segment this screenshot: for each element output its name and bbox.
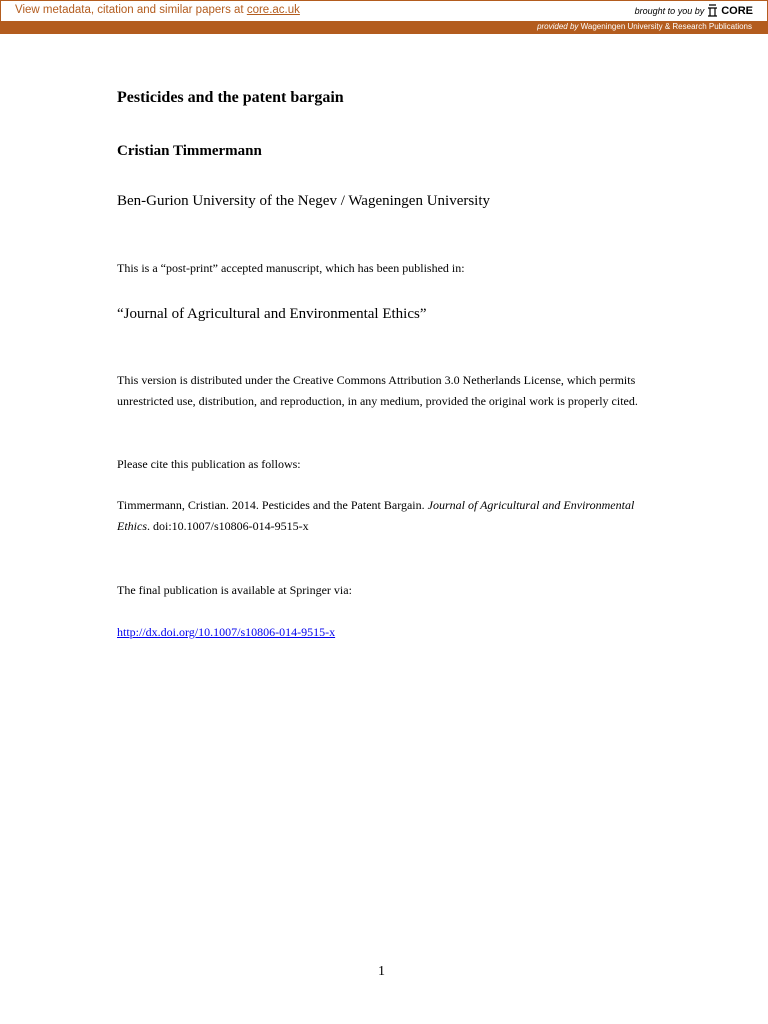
paper-title: Pesticides and the patent bargain xyxy=(117,89,344,106)
citation-suffix: . doi:10.1007/s10806-014-9515-x xyxy=(147,519,309,533)
postprint-note: This is a “post-print” accepted manuscript, which has been published in: xyxy=(117,261,465,275)
core-banner-top xyxy=(0,0,768,21)
metadata-text: View metadata, citation and similar papers at xyxy=(15,4,247,16)
final-publication-note: The final publication is available at Springer via: xyxy=(117,583,352,597)
provided-by-prefix: provided by xyxy=(537,22,579,31)
metadata-link-text xyxy=(15,4,300,16)
license-statement: This version is distributed under the Creative Commons Attribution 3.0 Netherlands License, which permits unrestricted use, distribution, and reproduction, in any medium, provided the original work is properly cited. xyxy=(117,373,638,408)
author-name: Cristian Timmermann xyxy=(117,143,262,159)
core-logo-icon xyxy=(707,4,718,17)
brought-to-you-by[interactable] xyxy=(635,4,753,17)
doi-link[interactable]: http://dx.doi.org/10.1007/s10806-014-9515-x xyxy=(117,625,336,639)
citation xyxy=(117,495,657,537)
cite-intro: Please cite this publication as follows: xyxy=(117,457,301,471)
brought-by-text: brought to you by xyxy=(634,5,705,16)
page-number: 1 xyxy=(378,964,385,979)
author-affiliation: Ben-Gurion University of the Negev / Wageningen University xyxy=(117,193,491,209)
core-banner xyxy=(0,0,768,34)
citation-journal: Journal of Agricultural and Environmental Ethics xyxy=(117,498,635,533)
core-banner-bottom xyxy=(0,21,768,34)
core-logo-text: CORE xyxy=(721,4,753,17)
citation-prefix: Timmermann, Cristian. 2014. Pesticides and the Patent Bargain. xyxy=(117,498,428,512)
provider-name: Wageningen University & Research Publications xyxy=(580,22,752,31)
provided-by[interactable] xyxy=(537,22,752,31)
journal-name: “Journal of Agricultural and Environmental Ethics” xyxy=(117,306,427,322)
core-ac-uk-link[interactable]: core.ac.uk xyxy=(246,4,300,16)
